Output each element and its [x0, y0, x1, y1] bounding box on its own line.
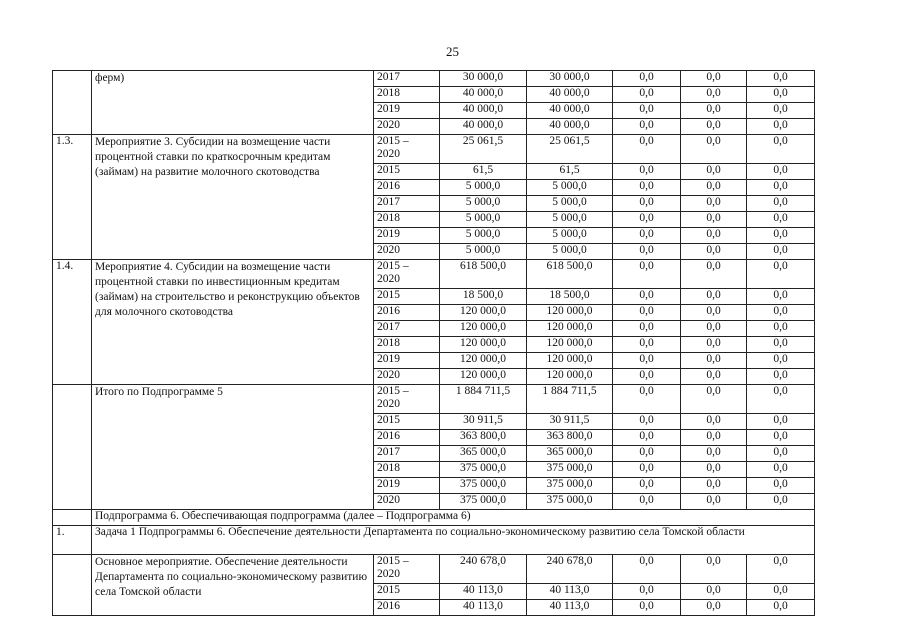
zero-cell: 0,0: [747, 180, 815, 196]
zero-cell: 0,0: [681, 196, 747, 212]
total-cell: 375 000,0: [440, 462, 527, 478]
period-cell: [374, 555, 440, 584]
year-cell: 2018: [374, 337, 440, 353]
zero-cell: 0,0: [747, 289, 815, 305]
zero-cell: 0,0: [681, 584, 747, 600]
zero-cell: 0,0: [747, 228, 815, 244]
zero-cell: 0,0: [613, 305, 681, 321]
zero-cell: 0,0: [613, 260, 681, 289]
year-cell: 2017: [374, 196, 440, 212]
subprogram-title: Подпрограмма 6. Обеспечивающая подпрограмма (далее – Подпрограмма 6): [92, 510, 815, 526]
zero-cell: 0,0: [613, 369, 681, 385]
zero-cell: 0,0: [747, 414, 815, 430]
zero-cell: 0,0: [747, 103, 815, 119]
zero-cell: 0,0: [613, 584, 681, 600]
zero-cell: 0,0: [681, 87, 747, 103]
zero-cell: 0,0: [613, 103, 681, 119]
value-cell: 240 678,0: [527, 555, 613, 584]
zero-cell: 0,0: [681, 103, 747, 119]
zero-cell: 0,0: [681, 260, 747, 289]
total-cell: 40 113,0: [440, 600, 527, 616]
value-cell: 30 911,5: [527, 414, 613, 430]
zero-cell: 0,0: [747, 196, 815, 212]
zero-cell: 0,0: [613, 212, 681, 228]
table-row: [53, 135, 815, 164]
year-cell: 2017: [374, 321, 440, 337]
value-cell: 5 000,0: [527, 244, 613, 260]
zero-cell: 0,0: [613, 228, 681, 244]
zero-cell: 0,0: [747, 135, 815, 164]
zero-cell: 0,0: [747, 260, 815, 289]
zero-cell: 0,0: [613, 71, 681, 87]
zero-cell: 0,0: [747, 321, 815, 337]
zero-cell: 0,0: [747, 212, 815, 228]
total-cell: 618 500,0: [440, 260, 527, 289]
year-cell: 2018: [374, 87, 440, 103]
total-cell: 120 000,0: [440, 337, 527, 353]
row-index: 1.4.: [53, 260, 92, 385]
period-start: 2015 –: [377, 555, 409, 567]
total-cell: 5 000,0: [440, 196, 527, 212]
zero-cell: 0,0: [613, 446, 681, 462]
zero-cell: 0,0: [747, 555, 815, 584]
value-cell: 40 000,0: [527, 87, 613, 103]
zero-cell: 0,0: [681, 119, 747, 135]
zero-cell: 0,0: [613, 462, 681, 478]
zero-cell: 0,0: [747, 164, 815, 180]
zero-cell: 0,0: [681, 135, 747, 164]
table-row: [53, 260, 815, 289]
activity-name: Основное мероприятие. Обеспечение деятельности Департамента по социально-экономическому развитию села Томской области: [92, 555, 374, 616]
zero-cell: 0,0: [747, 87, 815, 103]
total-cell: 5 000,0: [440, 244, 527, 260]
zero-cell: 0,0: [681, 414, 747, 430]
zero-cell: 0,0: [613, 555, 681, 584]
zero-cell: 0,0: [681, 71, 747, 87]
total-cell: 5 000,0: [440, 180, 527, 196]
year-cell: 2015: [374, 164, 440, 180]
value-cell: 5 000,0: [527, 228, 613, 244]
zero-cell: 0,0: [747, 494, 815, 510]
budget-table-body: [53, 71, 815, 616]
year-cell: 2016: [374, 305, 440, 321]
zero-cell: 0,0: [613, 494, 681, 510]
total-cell: 40 000,0: [440, 103, 527, 119]
row-index: 1.3.: [53, 135, 92, 260]
value-cell: 1 884 711,5: [527, 385, 613, 414]
row-index: [53, 385, 92, 510]
zero-cell: 0,0: [681, 369, 747, 385]
period-end: 2020: [377, 398, 400, 410]
value-cell: 120 000,0: [527, 353, 613, 369]
zero-cell: 0,0: [747, 353, 815, 369]
total-cell: 30 911,5: [440, 414, 527, 430]
zero-cell: 0,0: [613, 119, 681, 135]
period-end: 2020: [377, 568, 400, 580]
year-cell: 2015: [374, 584, 440, 600]
total-cell: 365 000,0: [440, 446, 527, 462]
total-cell: 5 000,0: [440, 212, 527, 228]
total-cell: 375 000,0: [440, 478, 527, 494]
zero-cell: 0,0: [681, 305, 747, 321]
year-cell: 2016: [374, 430, 440, 446]
zero-cell: 0,0: [681, 337, 747, 353]
zero-cell: 0,0: [747, 385, 815, 414]
value-cell: 363 800,0: [527, 430, 613, 446]
total-cell: 240 678,0: [440, 555, 527, 584]
zero-cell: 0,0: [681, 600, 747, 616]
value-cell: 120 000,0: [527, 337, 613, 353]
zero-cell: 0,0: [613, 478, 681, 494]
row-index: [53, 71, 92, 135]
total-cell: 18 500,0: [440, 289, 527, 305]
period-cell: [374, 385, 440, 414]
value-cell: 61,5: [527, 164, 613, 180]
period-end: 2020: [377, 148, 400, 160]
zero-cell: 0,0: [747, 600, 815, 616]
total-cell: 120 000,0: [440, 321, 527, 337]
total-cell: 61,5: [440, 164, 527, 180]
zero-cell: 0,0: [747, 305, 815, 321]
activity-name: Мероприятие 3. Субсидии на возмещение части процентной ставки по краткосрочным кредитам (займам) на развитие молочного скотоводства: [92, 135, 374, 260]
total-cell: 120 000,0: [440, 353, 527, 369]
period-start: 2015 –: [377, 385, 409, 397]
task-text: Задача 1 Подпрограммы 6. Обеспечение деятельности Департамента по социально-экономическому развитию села Томской области: [92, 526, 815, 555]
zero-cell: 0,0: [613, 87, 681, 103]
zero-cell: 0,0: [613, 600, 681, 616]
value-cell: 5 000,0: [527, 212, 613, 228]
zero-cell: 0,0: [747, 478, 815, 494]
zero-cell: 0,0: [747, 446, 815, 462]
zero-cell: 0,0: [681, 446, 747, 462]
zero-cell: 0,0: [747, 337, 815, 353]
zero-cell: 0,0: [747, 244, 815, 260]
zero-cell: 0,0: [613, 289, 681, 305]
total-cell: 40 000,0: [440, 87, 527, 103]
value-cell: 25 061,5: [527, 135, 613, 164]
zero-cell: 0,0: [681, 353, 747, 369]
year-cell: 2018: [374, 462, 440, 478]
value-cell: 120 000,0: [527, 321, 613, 337]
year-cell: 2019: [374, 103, 440, 119]
year-cell: 2020: [374, 369, 440, 385]
year-cell: 2015: [374, 414, 440, 430]
activity-name: Мероприятие 4. Субсидии на возмещение части процентной ставки по инвестиционным кредитам (займам) на строительство и реконструкцию объектов для молочного скотоводства: [92, 260, 374, 385]
value-cell: 120 000,0: [527, 305, 613, 321]
value-cell: 5 000,0: [527, 196, 613, 212]
year-cell: 2016: [374, 600, 440, 616]
value-cell: 365 000,0: [527, 446, 613, 462]
year-cell: 2019: [374, 478, 440, 494]
period-end: 2020: [377, 273, 400, 285]
zero-cell: 0,0: [681, 462, 747, 478]
zero-cell: 0,0: [747, 119, 815, 135]
zero-cell: 0,0: [613, 164, 681, 180]
zero-cell: 0,0: [681, 164, 747, 180]
value-cell: 375 000,0: [527, 494, 613, 510]
table-row: [53, 71, 815, 87]
period-start: 2015 –: [377, 135, 409, 147]
zero-cell: 0,0: [681, 180, 747, 196]
zero-cell: 0,0: [613, 353, 681, 369]
zero-cell: 0,0: [681, 244, 747, 260]
subprogram-title-row: [53, 510, 815, 526]
zero-cell: 0,0: [613, 430, 681, 446]
value-cell: 30 000,0: [527, 71, 613, 87]
zero-cell: 0,0: [681, 228, 747, 244]
year-cell: 2020: [374, 119, 440, 135]
zero-cell: 0,0: [681, 212, 747, 228]
zero-cell: 0,0: [747, 430, 815, 446]
page-number: 25: [446, 44, 459, 59]
value-cell: 375 000,0: [527, 478, 613, 494]
zero-cell: 0,0: [747, 71, 815, 87]
value-cell: 40 113,0: [527, 584, 613, 600]
year-cell: 2020: [374, 494, 440, 510]
total-cell: 1 884 711,5: [440, 385, 527, 414]
total-cell: 363 800,0: [440, 430, 527, 446]
period-cell: [374, 135, 440, 164]
year-cell: 2017: [374, 71, 440, 87]
zero-cell: 0,0: [681, 385, 747, 414]
year-cell: 2015: [374, 289, 440, 305]
value-cell: 375 000,0: [527, 462, 613, 478]
period-cell: [374, 260, 440, 289]
zero-cell: 0,0: [613, 337, 681, 353]
zero-cell: 0,0: [613, 180, 681, 196]
total-cell: 5 000,0: [440, 228, 527, 244]
year-cell: 2019: [374, 353, 440, 369]
zero-cell: 0,0: [747, 369, 815, 385]
row-index: 1.: [53, 526, 92, 555]
table-row: [53, 555, 815, 584]
year-cell: 2018: [374, 212, 440, 228]
row-index: [53, 555, 92, 616]
zero-cell: 0,0: [613, 321, 681, 337]
zero-cell: 0,0: [747, 584, 815, 600]
zero-cell: 0,0: [613, 414, 681, 430]
zero-cell: 0,0: [613, 135, 681, 164]
total-cell: 120 000,0: [440, 305, 527, 321]
total-cell: 120 000,0: [440, 369, 527, 385]
activity-name: ферм): [92, 71, 374, 135]
year-cell: 2016: [374, 180, 440, 196]
zero-cell: 0,0: [681, 494, 747, 510]
row-index: [53, 510, 92, 526]
value-cell: 18 500,0: [527, 289, 613, 305]
year-cell: 2017: [374, 446, 440, 462]
zero-cell: 0,0: [747, 462, 815, 478]
total-cell: 30 000,0: [440, 71, 527, 87]
task-row: [53, 526, 815, 555]
zero-cell: 0,0: [681, 555, 747, 584]
table-row: [53, 385, 815, 414]
period-start: 2015 –: [377, 260, 409, 272]
total-cell: 40 000,0: [440, 119, 527, 135]
total-cell: 375 000,0: [440, 494, 527, 510]
year-cell: 2019: [374, 228, 440, 244]
zero-cell: 0,0: [681, 289, 747, 305]
value-cell: 5 000,0: [527, 180, 613, 196]
value-cell: 40 000,0: [527, 103, 613, 119]
zero-cell: 0,0: [681, 430, 747, 446]
activity-name: Итого по Подпрограмме 5: [92, 385, 374, 510]
zero-cell: 0,0: [681, 478, 747, 494]
total-cell: 25 061,5: [440, 135, 527, 164]
zero-cell: 0,0: [613, 244, 681, 260]
year-cell: 2020: [374, 244, 440, 260]
value-cell: 40 000,0: [527, 119, 613, 135]
zero-cell: 0,0: [681, 321, 747, 337]
zero-cell: 0,0: [613, 385, 681, 414]
value-cell: 618 500,0: [527, 260, 613, 289]
total-cell: 40 113,0: [440, 584, 527, 600]
value-cell: 40 113,0: [527, 600, 613, 616]
budget-table: [52, 70, 815, 616]
value-cell: 120 000,0: [527, 369, 613, 385]
zero-cell: 0,0: [613, 196, 681, 212]
